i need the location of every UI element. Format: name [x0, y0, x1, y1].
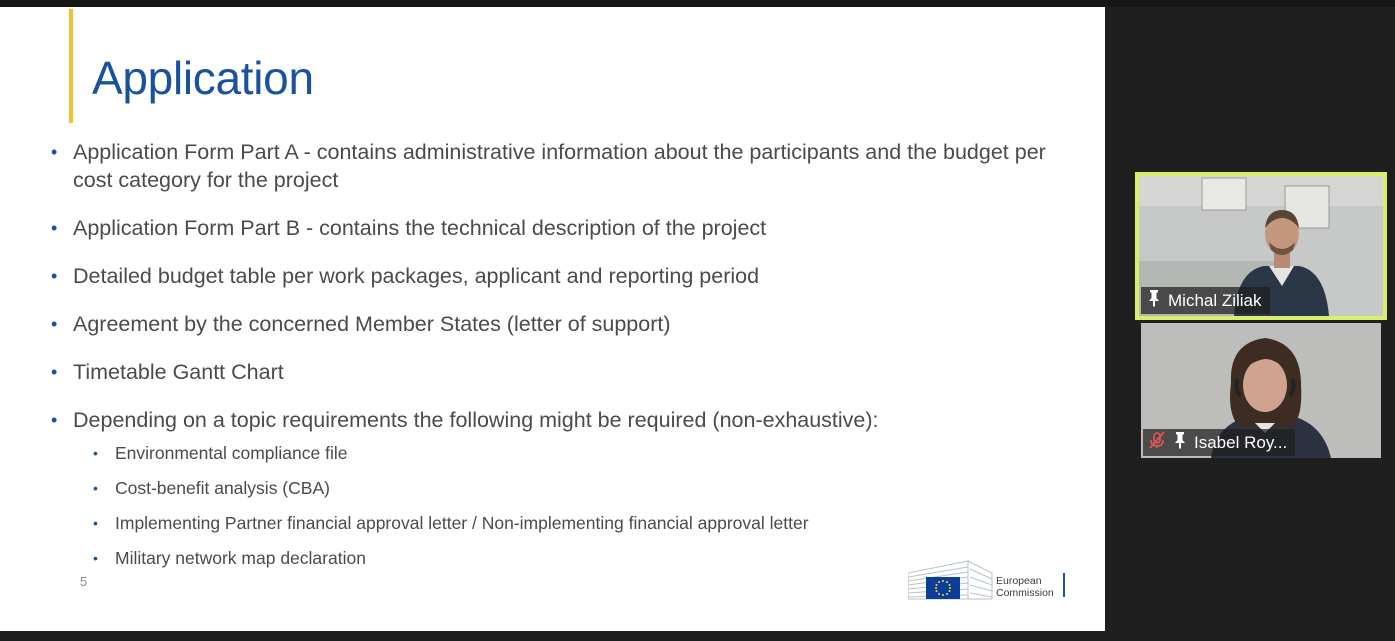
shared-slide: [0, 7, 1105, 631]
bullet-list: [51, 138, 1051, 589]
bullet-item: • Detailed budget table per work packages, applicant and reporting period: [51, 262, 1051, 290]
participant-name: Isabel Roy...: [1194, 432, 1288, 452]
pin-icon[interactable]: [1146, 289, 1162, 312]
bullet-item: • Agreement by the concerned Member States (letter of support): [51, 310, 1051, 338]
bullet-item-with-subitems: [51, 406, 1051, 569]
sub-bullet-item: • Military network map declaration: [93, 547, 1051, 569]
participant-nameplate: [1143, 429, 1295, 456]
ec-logo-text: European Commission: [996, 575, 1054, 599]
participant-name: Michal Ziliak: [1168, 290, 1262, 310]
european-commission-logo: [908, 559, 1068, 601]
pin-icon[interactable]: [1172, 431, 1188, 454]
bullet-item: • Timetable Gantt Chart: [51, 358, 1051, 386]
sub-bullet-item: • Environmental compliance file: [93, 442, 1051, 464]
participant-nameplate: [1141, 287, 1270, 314]
ec-logo-rule: [1063, 573, 1065, 597]
window-top-strip: [0, 0, 1395, 7]
participant-video-tile[interactable]: [1135, 172, 1387, 320]
bullet-item: • Application Form Part B - contains the technical description of the project: [51, 214, 1051, 242]
bullet-item-text: Depending on a topic requirements the following might be required (non-exhaustive):: [73, 408, 879, 432]
sub-bullet-item: • Cost-benefit analysis (CBA): [93, 477, 1051, 499]
slide-page-number: 5: [80, 574, 88, 589]
sub-bullet-item: • Implementing Partner financial approval letter / Non-implementing financial approval letter: [93, 512, 1051, 534]
bullet-item: • Application Form Part A - contains administrative information about the participants and the budget per cost category for the project: [51, 138, 1051, 194]
muted-microphone-icon: [1148, 431, 1166, 454]
slide-title: Application: [92, 52, 314, 104]
participant-video-tile[interactable]: [1141, 323, 1381, 458]
sub-bullet-list: [93, 442, 1051, 569]
ec-building-icon: [908, 559, 996, 601]
title-accent-bar: [69, 9, 73, 123]
